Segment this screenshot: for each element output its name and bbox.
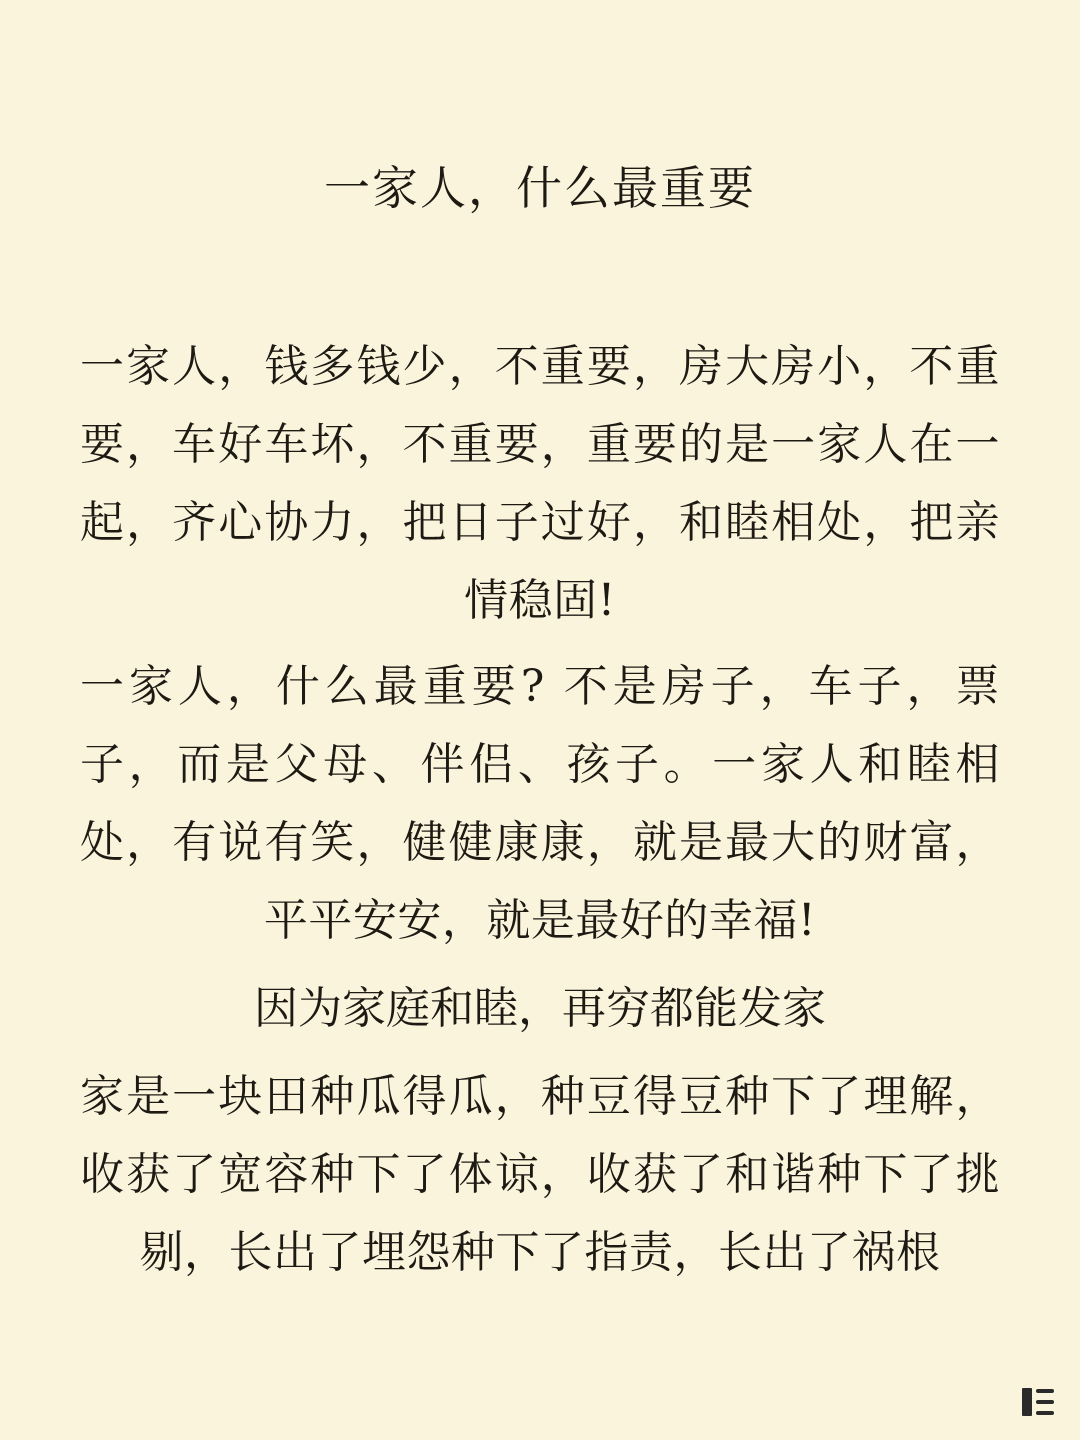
subheading: 因为家庭和睦，再穷都能发家 <box>254 983 826 1034</box>
paragraph-1: 一家人，钱多钱少，不重要，房大房小，不重要，车好车坏，不重要，重要的是一家人在一起，齐心协力，把日子过好，和睦相处，把亲情稳固! <box>80 341 1000 626</box>
document-title: 一家人，什么最重要 <box>324 161 756 215</box>
document-body <box>80 328 1000 1292</box>
menu-icon-lines <box>1036 1389 1054 1415</box>
paragraph-2: 一家人，什么最重要? 不是房子，车子，票子，而是父母、伴侣、孩子。一家人和睦相处，有说有笑，健健康康，就是最大的财富，平平安安，就是最好的幸福! <box>80 661 1000 946</box>
menu-icon-bar <box>1022 1388 1032 1416</box>
closing-paragraph: 家是一块田种瓜得瓜，种豆得豆种下了理解，收获了宽容种下了体谅，收获了和谐种下了挑剔，长出了埋怨种下了指责，长出了祸根 <box>80 1071 1000 1278</box>
menu-icon[interactable] <box>1022 1388 1058 1416</box>
